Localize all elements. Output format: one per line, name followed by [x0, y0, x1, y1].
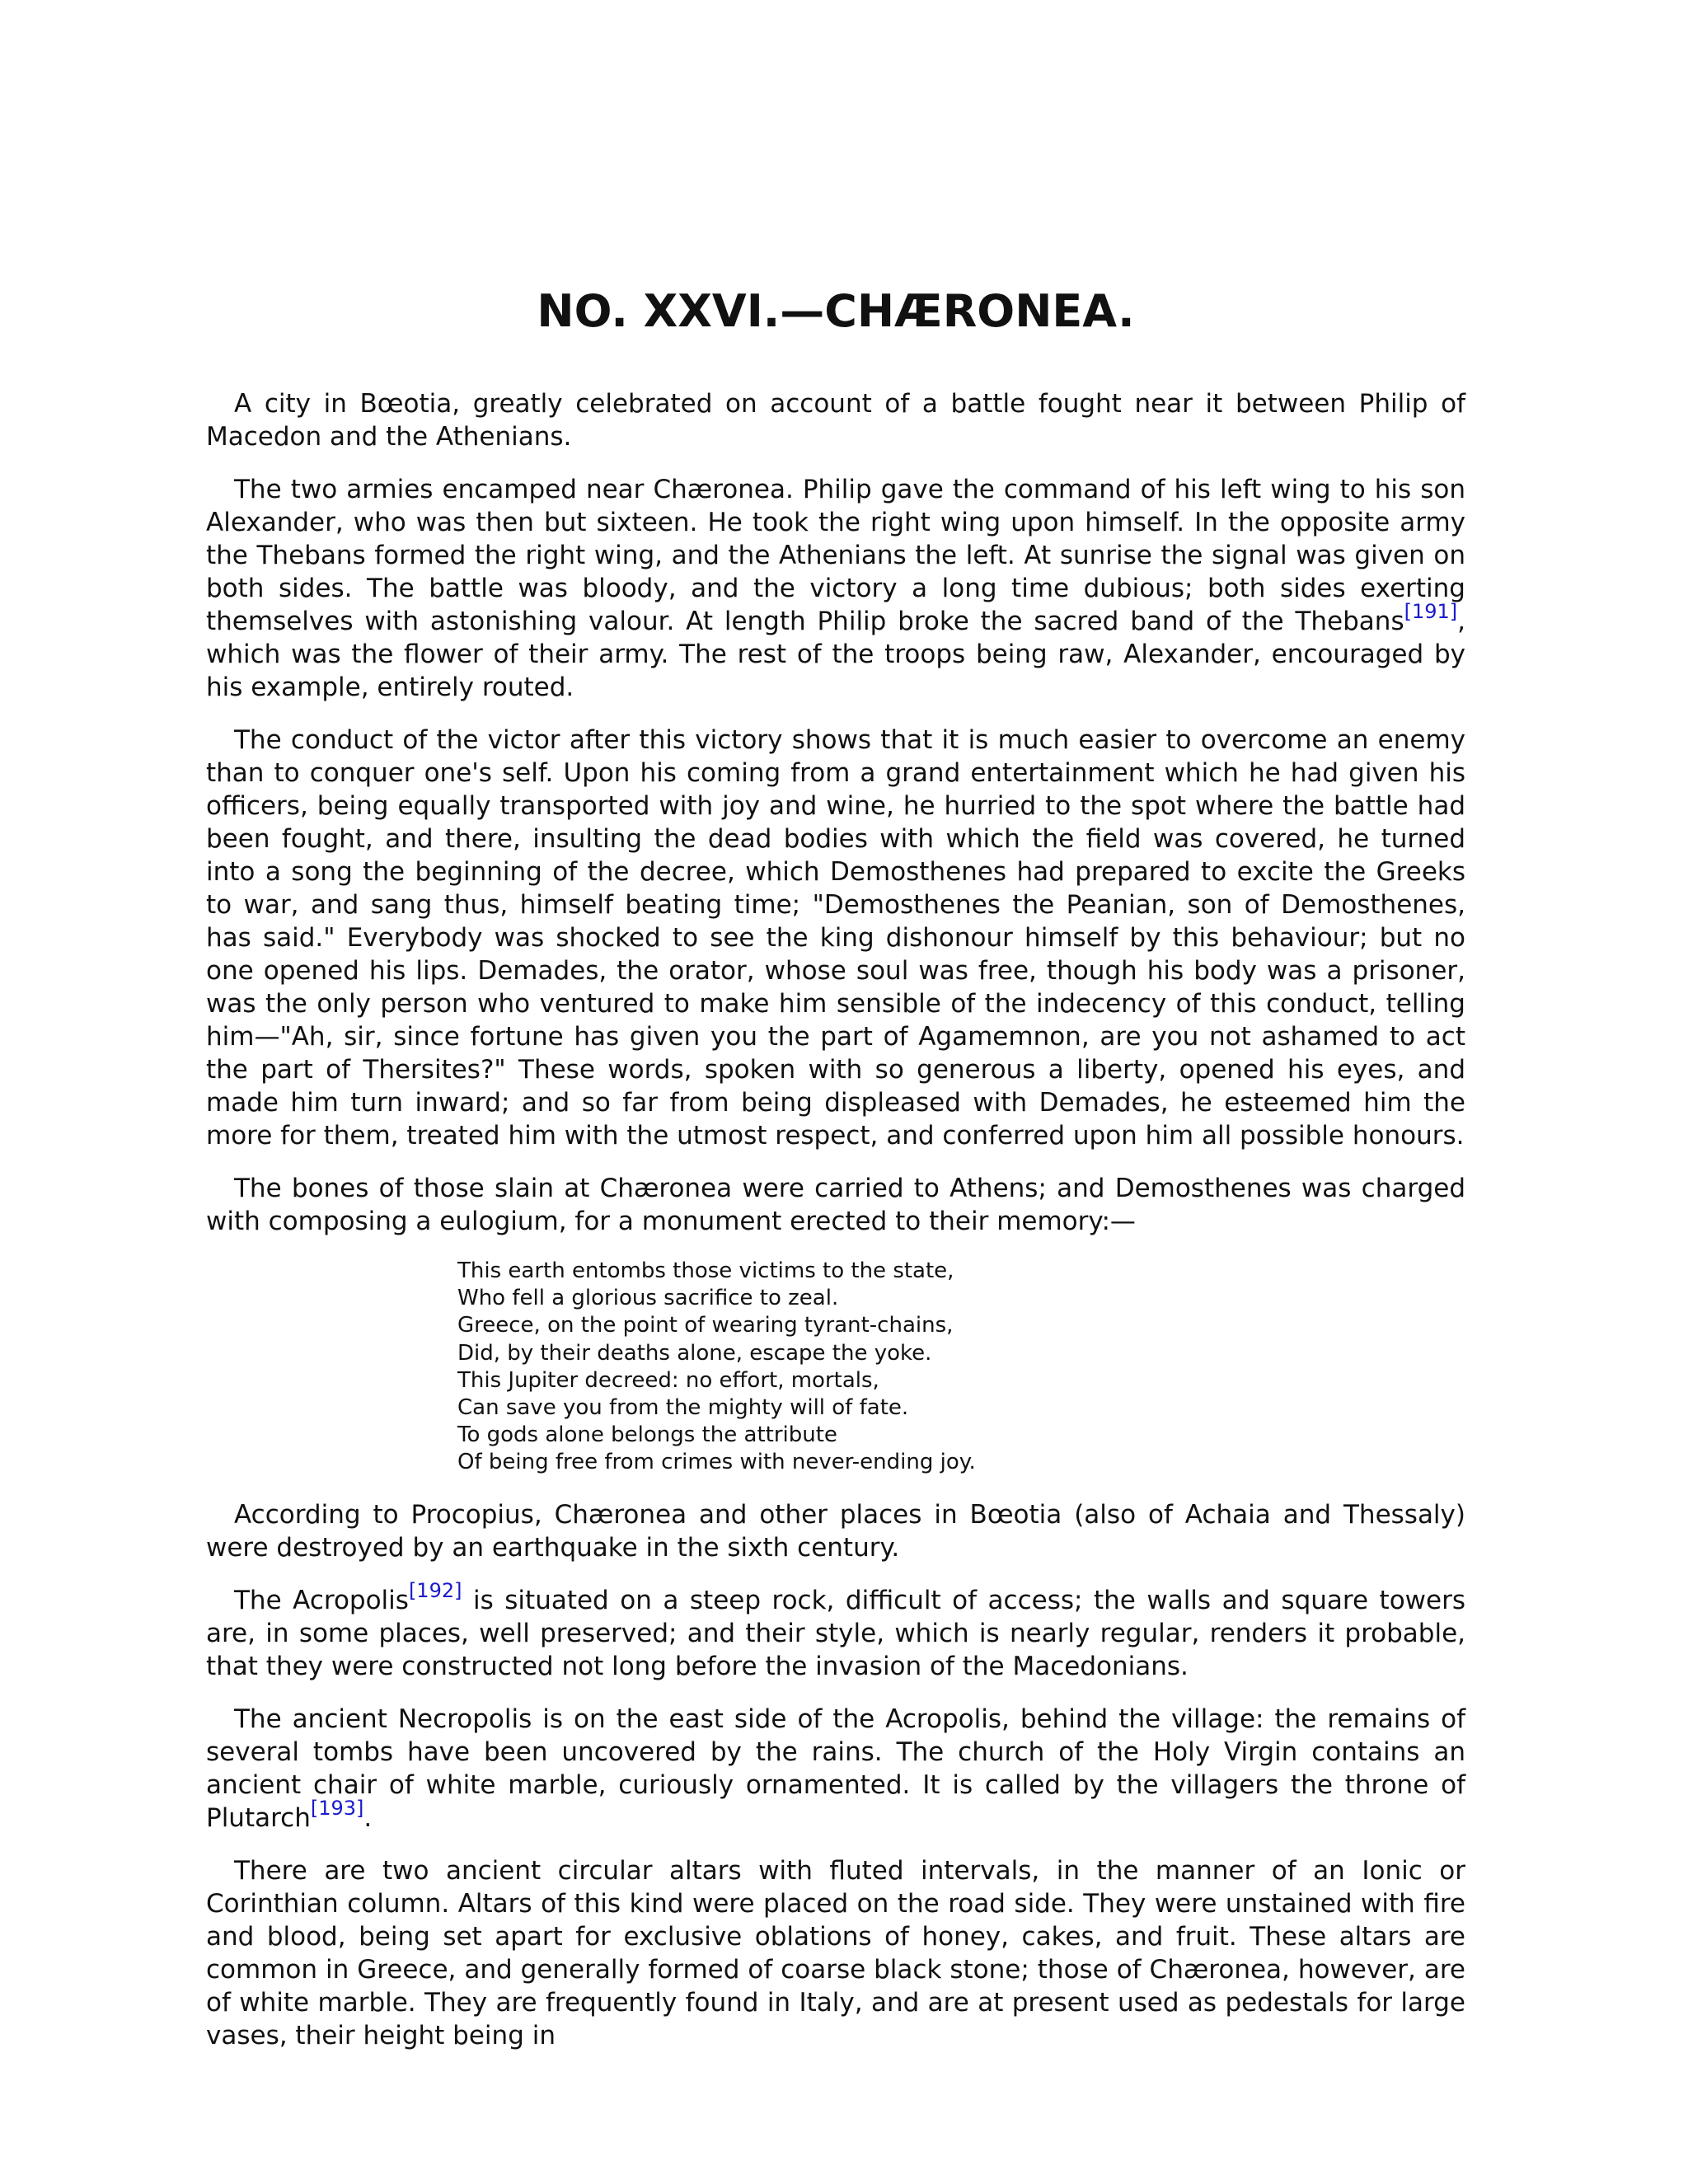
body-paragraph [206, 1172, 1465, 1238]
body-text-before-poem [206, 387, 1465, 1238]
paragraph-text: A city in Bœotia, greatly celebrated on account of a battle fought near it between Philip of Macedon and the Athenians. [206, 389, 1465, 452]
body-paragraph [206, 1703, 1465, 1835]
chapter-title: NO. XXVI.—CHÆRONEA. [537, 285, 1135, 337]
poem-line: Of being free from crimes with never-ending joy. [457, 1450, 976, 1475]
body-paragraph [206, 473, 1465, 704]
body-paragraph [206, 387, 1465, 453]
footnote-link[interactable]: [193] [310, 1796, 364, 1820]
poem-line: This earth entombs those victims to the state, [457, 1258, 954, 1283]
paragraph-text: According to Procopius, Chæronea and other places in Bœotia (also of Achaia and Thessaly) were destroyed by an earthquake in the sixth century. [206, 1499, 1465, 1563]
paragraph-text: The conduct of the victor after this victory shows that it is much easier to overcome an enemy than to conquer one's self. Upon his coming from a grand entertainment which he had given his officers, being equally transported with joy and wine, he hurried to the spot where the battle had been fought, and there, insulting the dead bodies with which the field was covered, he turned into a song the beginning of the decree, which Demosthenes had prepared to excite the Greeks to war, and sang thus, himself beating time; "Demosthenes the Peanian, son of Demosthenes, has said." Everybody was shocked to see the king dishonour himself by this behaviour; but no one opened his lips. Demades, the orator, whose soul was free, though his body was a prisoner, was the only person who ventured to make him sensible of the indecency of this conduct, telling him—"Ah, sir, since fortune has given you the part of Agamemnon, are you not ashamed to act the part of Thersites?" These words, spoken with so generous a liberty, opened his eyes, and made him turn inward; and so far from being displeased with Demades, he esteemed him the more for them, treated him with the utmost respect, and conferred upon him all possible honours. [206, 725, 1465, 1151]
poem-line: This Jupiter decreed: no effort, mortals, [457, 1367, 879, 1393]
paragraph-text: is situated on a steep rock, difficult of access; the walls and square towers are, in some places, well preserved; and their style, which is nearly regular, renders it probable, that they were constructed not long before the invasion of the Macedonians. [206, 1585, 1465, 1681]
paragraph-text: The ancient Necropolis is on the east side of the Acropolis, behind the village: the remains of several tombs have been uncovered by the rains. The church of the Holy Virgin contains an ancient chair of white marble, curiously ornamented. It is called by the villagers the throne of Plutarch [206, 1704, 1465, 1833]
footnote-link[interactable]: [192] [408, 1578, 462, 1602]
body-paragraph [206, 724, 1465, 1152]
poem-line: Who fell a glorious sacrifice to zeal. [457, 1286, 839, 1311]
body-text-after-poem [206, 1498, 1465, 2052]
paragraph-text: , which was the flower of their army. The rest of the troops being raw, Alexander, encouraged by his example, entirely routed. [206, 607, 1465, 702]
paragraph-text: . [363, 1802, 373, 1833]
body-paragraph [206, 1854, 1465, 2052]
footnote-link[interactable]: [191] [1404, 600, 1458, 623]
body-paragraph [206, 1578, 1465, 1683]
epitaph-poem [457, 1258, 1465, 1477]
page-content [206, 279, 1465, 2072]
paragraph-text: The Acropolis [234, 1585, 409, 1615]
poem-line: To gods alone belongs the attribute [457, 1422, 837, 1448]
body-paragraph [206, 1498, 1465, 1564]
poem-line: Greece, on the point of wearing tyrant-chains, [457, 1313, 954, 1338]
poem-line: Can save you from the mighty will of fate. [457, 1395, 909, 1421]
paragraph-text: The two armies encamped near Chæronea. Philip gave the command of his left wing to his son Alexander, who was then but sixteen. He took the right wing upon himself. In the opposite army the Thebans formed the right wing, and the Athenians the left. At sunrise the signal was given on both sides. The battle was bloody, and the victory a long time dubious; both sides exerting themselves with astonishing valour. At length Philip broke the sacred band of the Thebans [206, 475, 1465, 636]
paragraph-text: There are two ancient circular altars with fluted intervals, in the manner of an Ionic or Corinthian column. Altars of this kind were placed on the road side. They were unstained with fire and blood, being set apart for exclusive oblations of honey, cakes, and fruit. These altars are common in Greece, and generally formed of coarse black stone; those of Chæronea, however, are of white marble. They are frequently found in Italy, and are at present used as pedestals for large vases, their height being in [206, 1855, 1465, 2050]
paragraph-text: The bones of those slain at Chæronea were carried to Athens; and Demosthenes was charged with composing a eulogium, for a monument erected to their memory:— [206, 1174, 1465, 1236]
poem-line: Did, by their deaths alone, escape the yoke. [457, 1340, 932, 1366]
